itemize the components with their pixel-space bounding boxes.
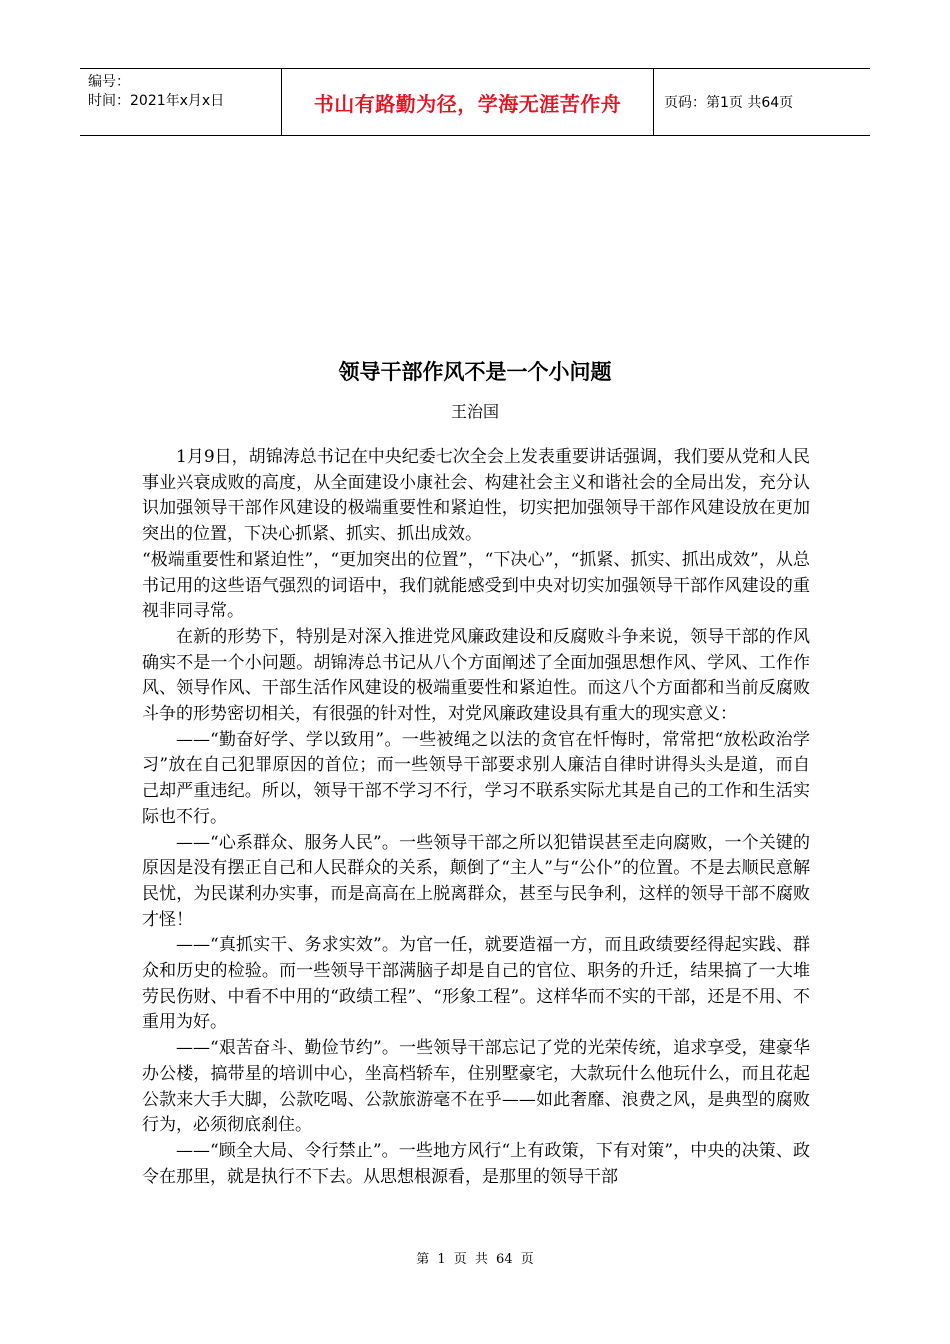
- document-title: 领导干部作风不是一个小问题: [338, 360, 612, 384]
- header-motto-cell: [282, 69, 654, 135]
- header-meta-cell: [80, 69, 282, 135]
- paragraph: 1月9日，胡锦涛总书记在中央纪委七次全会上发表重要讲话强调，我们要从党和人民事业兴衰成败的高度，从全面建设小康社会、构建社会主义和谐社会的全局出发，充分认识加强领导干部作风建设的极端重要性和紧迫性，切实把加强领导干部作风建设放在更加突出的位置，下决心抓紧、抓实、抓出成效。: [142, 447, 810, 545]
- header-page-cell: [654, 69, 870, 135]
- paragraph: ——“艰苦奋斗、勤俭节约”。一些领导干部忘记了党的光荣传统，追求享受，建豪华办公楼，搞带星的培训中心，坐高档轿车，住别墅豪宅，大款玩什么他玩什么，而且花起公款来大手大脚，公款吃喝、公款旅游毫不在乎——如此奢靡、浪费之风，是典型的腐败行为，必须彻底刹住。: [142, 1038, 810, 1136]
- number-label: 编号：: [88, 74, 130, 90]
- paragraph: ——“心系群众、服务人民”。一些领导干部之所以犯错误甚至走向腐败，一个关键的原因是没有摆正自己和人民群众的关系，颠倒了“主人”与“公仆”的位置。不是去顺民意解民忧，为民谋利办实事，而是高高在上脱离群众，甚至与民争利，这样的领导干部不腐败才怪！: [142, 832, 810, 930]
- page-info: 页码：第1页 共64页: [664, 95, 794, 111]
- document-author: 王治国: [450, 402, 499, 421]
- document-body: [142, 445, 810, 1190]
- paragraph: 在新的形势下，特别是对深入推进党风廉政建设和反腐败斗争来说，领导干部的作风确实不是一个小问题。胡锦涛总书记从八个方面阐述了全面加强思想作风、学风、工作作风、领导作风、干部生活作风建设的极端重要性和紧迫性。而这八个方面都和当前反腐败斗争的形势密切相关，有很强的针对性，对党风廉政建设具有重大的现实意义：: [142, 626, 810, 725]
- header-table: [80, 68, 870, 136]
- paragraph: ——“勤奋好学、学以致用”。一些被绳之以法的贪官在忏悔时，常常把“放松政治学习”放在自己犯罪原因的首位；而一些领导干部要求别人廉洁自律时讲得头头是道，而自己却严重违纪。所以，领导干部不学习不行，学习不联系实际尤其是自己的工作和生活实际也不行。: [142, 729, 810, 827]
- paragraph: ——“真抓实干、务求实效”。为官一任，就要造福一方，而且政绩要经得起实践、群众和历史的检验。而一些领导干部满脑子却是自己的官位、职务的升迁，结果搞了一大堆劳民伤财、中看不中用的“政绩工程”、“形象工程”。这样华而不实的干部，还是不用、不重用为好。: [142, 935, 810, 1033]
- paragraph: “极端重要性和紧迫性”，“更加突出的位置”，“下决心”，“抓紧、抓实、抓出成效”，从总书记用的这些语气强烈的词语中，我们就能感受到中央对切实加强领导干部作风建设的重视非同寻常。: [142, 549, 810, 622]
- time-label: 时间：2021年x月x日: [88, 93, 225, 109]
- paragraph: ——“顾全大局、令行禁止”。一些地方风行“上有政策，下有对策”，中央的决策、政令在那里，就是执行不下去。从思想根源看，是那里的领导干部: [142, 1140, 810, 1187]
- motto-text: 书山有路勤为径，学海无涯苦作舟: [313, 91, 622, 116]
- page-footer: 第 1 页 共 64 页: [416, 1252, 534, 1267]
